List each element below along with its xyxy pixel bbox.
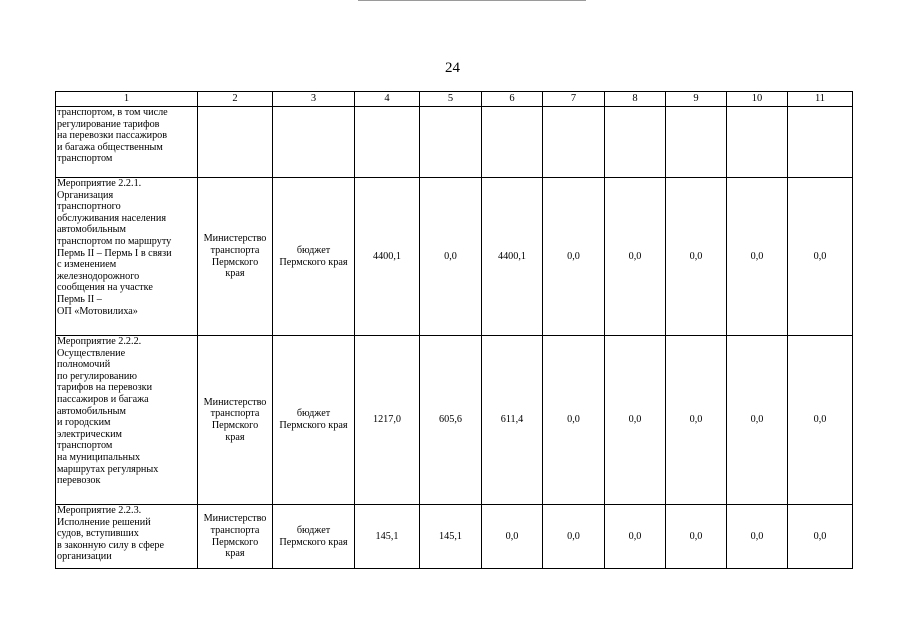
column-header: 2 bbox=[198, 92, 273, 107]
value-cell: 0,0 bbox=[666, 178, 727, 336]
column-header: 11 bbox=[788, 92, 853, 107]
value-cell: 145,1 bbox=[355, 505, 420, 569]
column-header: 6 bbox=[482, 92, 543, 107]
value-cell: 145,1 bbox=[420, 505, 482, 569]
column-header: 9 bbox=[666, 92, 727, 107]
value-cell: 0,0 bbox=[543, 178, 605, 336]
value-cell: 0,0 bbox=[666, 505, 727, 569]
executor-cell: Министерство транспорта Пермского края bbox=[198, 178, 273, 336]
value-cell: 611,4 bbox=[482, 336, 543, 505]
table-cell bbox=[198, 107, 273, 178]
value-cell: 0,0 bbox=[666, 336, 727, 505]
table-cell bbox=[788, 107, 853, 178]
value-cell: 1217,0 bbox=[355, 336, 420, 505]
value-cell: 0,0 bbox=[788, 336, 853, 505]
value-cell: 4400,1 bbox=[355, 178, 420, 336]
table-cell bbox=[605, 107, 666, 178]
column-header: 5 bbox=[420, 92, 482, 107]
table-cell bbox=[727, 107, 788, 178]
value-cell: 605,6 bbox=[420, 336, 482, 505]
executor-cell: Министерство транспорта Пермского края bbox=[198, 336, 273, 505]
column-header: 10 bbox=[727, 92, 788, 107]
funding-source-cell: бюджет Пермского края bbox=[273, 178, 355, 336]
value-cell: 0,0 bbox=[543, 336, 605, 505]
column-header: 3 bbox=[273, 92, 355, 107]
executor-cell: Министерство транспорта Пермского края bbox=[198, 505, 273, 569]
table-cell bbox=[543, 107, 605, 178]
value-cell: 0,0 bbox=[788, 178, 853, 336]
value-cell: 4400,1 bbox=[482, 178, 543, 336]
table-cell bbox=[355, 107, 420, 178]
value-cell: 0,0 bbox=[605, 336, 666, 505]
value-cell: 0,0 bbox=[788, 505, 853, 569]
activity-name-cell: Мероприятие 2.2.1. Организация транспортного обслуживания населения автомобильным транспортом по маршруту Пермь II – Пермь I в связи с изменением железнодорожного сообщения на участке Пермь II – ОП «Мотовилиха» bbox=[56, 178, 198, 336]
value-cell: 0,0 bbox=[420, 178, 482, 336]
value-cell: 0,0 bbox=[727, 336, 788, 505]
column-header: 1 bbox=[56, 92, 198, 107]
column-header: 8 bbox=[605, 92, 666, 107]
table-cell bbox=[666, 107, 727, 178]
value-cell: 0,0 bbox=[543, 505, 605, 569]
funding-source-cell: бюджет Пермского края bbox=[273, 505, 355, 569]
funding-source-cell: бюджет Пермского края bbox=[273, 336, 355, 505]
column-header: 4 bbox=[355, 92, 420, 107]
table-cell bbox=[420, 107, 482, 178]
value-cell: 0,0 bbox=[482, 505, 543, 569]
activity-name-cell: Мероприятие 2.2.2. Осуществление полномочий по регулированию тарифов на перевозки пассажиров и багажа автомобильным и городским электрическим транспортом на муниципальных маршрутах регулярных перевозок bbox=[56, 336, 198, 505]
value-cell: 0,0 bbox=[727, 178, 788, 336]
activity-name-cell: транспортом, в том числе регулирование тарифов на перевозки пассажиров и багажа общественным транспортом bbox=[56, 107, 198, 178]
table-row bbox=[56, 178, 853, 336]
table-cell bbox=[273, 107, 355, 178]
value-cell: 0,0 bbox=[727, 505, 788, 569]
value-cell: 0,0 bbox=[605, 505, 666, 569]
table-row bbox=[56, 505, 853, 569]
column-header: 7 bbox=[543, 92, 605, 107]
activity-name-cell: Мероприятие 2.2.3. Исполнение решений судов, вступивших в законную силу в сфере организации bbox=[56, 505, 198, 569]
top-rule bbox=[358, 0, 586, 1]
table-header-row bbox=[56, 92, 853, 107]
table-row bbox=[56, 107, 853, 178]
table-cell bbox=[482, 107, 543, 178]
value-cell: 0,0 bbox=[605, 178, 666, 336]
budget-table bbox=[55, 91, 853, 569]
page-number: 24 bbox=[445, 60, 460, 76]
table-row bbox=[56, 336, 853, 505]
